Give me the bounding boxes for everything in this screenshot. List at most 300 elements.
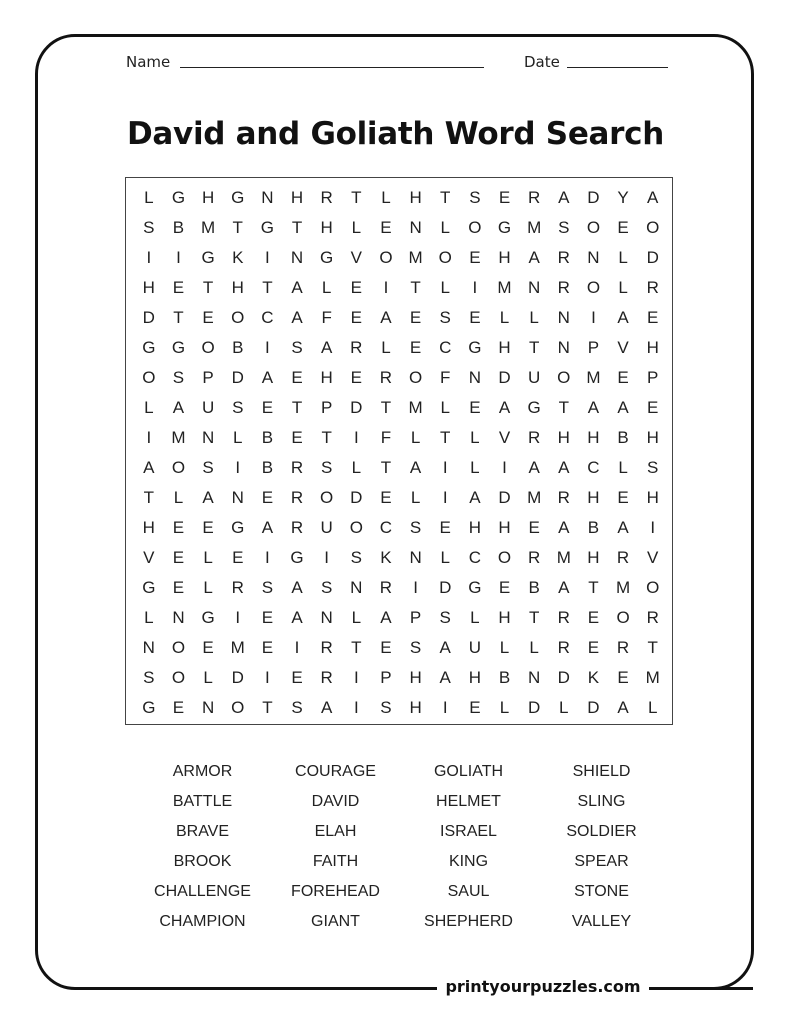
grid-letter[interactable]: E: [291, 368, 303, 387]
grid-letter[interactable]: C: [261, 308, 274, 327]
grid-letter[interactable]: H: [320, 368, 333, 387]
grid-letter[interactable]: R: [557, 248, 570, 267]
grid-letter[interactable]: E: [617, 488, 629, 507]
grid-letter[interactable]: D: [498, 368, 511, 387]
grid-letter[interactable]: L: [618, 248, 628, 267]
grid-letter[interactable]: U: [528, 368, 541, 387]
grid-letter[interactable]: L: [351, 458, 362, 477]
grid-letter[interactable]: I: [265, 548, 270, 567]
grid-letter[interactable]: S: [172, 368, 185, 387]
grid-letter[interactable]: H: [498, 248, 511, 267]
grid-letter[interactable]: L: [351, 608, 362, 627]
grid-letter[interactable]: A: [558, 578, 570, 597]
grid-letter[interactable]: N: [587, 248, 600, 267]
grid-letter[interactable]: I: [235, 608, 241, 627]
grid-letter[interactable]: E: [587, 638, 600, 657]
grid-letter[interactable]: N: [201, 428, 215, 447]
grid-letter[interactable]: P: [380, 668, 392, 687]
grid-letter[interactable]: G: [231, 188, 245, 207]
grid-letter[interactable]: H: [557, 428, 570, 447]
grid-letter[interactable]: A: [380, 308, 392, 327]
grid-letter[interactable]: H: [498, 608, 511, 627]
grid-letter[interactable]: G: [171, 188, 186, 207]
grid-letter[interactable]: V: [350, 248, 362, 267]
grid-letter[interactable]: O: [379, 248, 393, 267]
grid-letter[interactable]: E: [202, 638, 214, 657]
grid-letter[interactable]: E: [617, 668, 629, 687]
grid-letter[interactable]: A: [617, 518, 629, 537]
grid-letter[interactable]: E: [202, 308, 214, 327]
grid-letter[interactable]: H: [646, 488, 659, 507]
grid-letter[interactable]: S: [558, 218, 570, 237]
grid-letter[interactable]: L: [203, 668, 213, 687]
grid-letter[interactable]: H: [409, 668, 422, 687]
grid-letter[interactable]: M: [201, 218, 216, 237]
grid-letter[interactable]: T: [440, 428, 451, 447]
grid-letter[interactable]: U: [468, 638, 481, 657]
grid-letter[interactable]: E: [498, 188, 511, 207]
grid-letter[interactable]: A: [291, 278, 303, 297]
grid-letter[interactable]: T: [380, 458, 392, 477]
grid-letter[interactable]: P: [647, 368, 659, 387]
grid-letter[interactable]: E: [261, 488, 274, 507]
grid-letter[interactable]: O: [586, 218, 601, 237]
grid-letter[interactable]: G: [142, 578, 156, 597]
grid-letter[interactable]: E: [172, 578, 185, 597]
grid-letter[interactable]: N: [528, 668, 541, 687]
grid-letter[interactable]: G: [201, 608, 215, 627]
grid-letter[interactable]: L: [203, 548, 213, 567]
grid-letter[interactable]: H: [231, 278, 244, 297]
grid-letter[interactable]: O: [231, 308, 245, 327]
grid-letter[interactable]: M: [230, 638, 245, 657]
grid-letter[interactable]: C: [379, 518, 393, 537]
grid-letter[interactable]: L: [410, 488, 421, 507]
grid-letter[interactable]: D: [231, 668, 244, 687]
grid-letter[interactable]: H: [320, 218, 333, 237]
grid-letter[interactable]: B: [528, 578, 540, 597]
grid-letter[interactable]: R: [557, 638, 570, 657]
grid-letter[interactable]: R: [646, 278, 659, 297]
grid-letter[interactable]: N: [201, 698, 215, 717]
grid-letter[interactable]: E: [380, 638, 392, 657]
grid-letter[interactable]: A: [261, 518, 274, 537]
grid-letter[interactable]: D: [646, 248, 659, 267]
grid-letter[interactable]: E: [647, 308, 659, 327]
grid-letter[interactable]: A: [172, 398, 185, 417]
grid-letter[interactable]: A: [380, 608, 392, 627]
grid-letter[interactable]: M: [615, 578, 631, 597]
grid-letter[interactable]: E: [291, 428, 303, 447]
grid-letter[interactable]: A: [558, 188, 570, 207]
grid-letter[interactable]: S: [320, 458, 333, 477]
grid-letter[interactable]: S: [409, 638, 422, 657]
grid-letter[interactable]: L: [618, 458, 628, 477]
grid-letter[interactable]: H: [290, 188, 304, 207]
grid-letter[interactable]: D: [528, 698, 541, 717]
grid-letter[interactable]: A: [409, 458, 422, 477]
grid-letter[interactable]: T: [351, 188, 362, 207]
grid-letter[interactable]: E: [202, 518, 214, 537]
grid-letter[interactable]: R: [557, 488, 570, 507]
grid-letter[interactable]: K: [587, 668, 600, 687]
grid-letter[interactable]: L: [203, 578, 213, 597]
grid-letter[interactable]: H: [409, 188, 422, 207]
grid-letter[interactable]: S: [143, 668, 155, 687]
grid-letter[interactable]: L: [499, 638, 510, 657]
grid-letter[interactable]: V: [647, 548, 659, 567]
grid-letter[interactable]: P: [320, 398, 333, 417]
grid-letter[interactable]: A: [528, 458, 540, 477]
grid-letter[interactable]: I: [442, 488, 448, 507]
grid-letter[interactable]: O: [171, 638, 186, 657]
grid-letter[interactable]: T: [202, 278, 214, 297]
grid-letter[interactable]: M: [645, 668, 660, 687]
grid-letter[interactable]: H: [409, 698, 422, 717]
grid-letter[interactable]: R: [320, 188, 333, 207]
grid-letter[interactable]: G: [231, 518, 245, 537]
grid-letter[interactable]: N: [468, 368, 481, 387]
grid-letter[interactable]: D: [231, 368, 244, 387]
grid-letter[interactable]: H: [646, 428, 659, 447]
grid-letter[interactable]: T: [321, 428, 332, 447]
grid-letter[interactable]: E: [439, 518, 451, 537]
grid-letter[interactable]: O: [142, 368, 156, 387]
grid-letter[interactable]: N: [557, 338, 570, 357]
grid-letter[interactable]: G: [260, 218, 274, 237]
grid-letter[interactable]: R: [528, 428, 541, 447]
grid-letter[interactable]: G: [290, 548, 304, 567]
grid-letter[interactable]: E: [232, 548, 244, 567]
grid-letter[interactable]: E: [587, 608, 600, 627]
grid-letter[interactable]: I: [235, 458, 241, 477]
grid-letter[interactable]: B: [498, 668, 511, 687]
grid-letter[interactable]: S: [291, 338, 303, 357]
grid-letter[interactable]: O: [171, 458, 186, 477]
grid-letter[interactable]: H: [498, 518, 511, 537]
grid-letter[interactable]: L: [381, 188, 391, 207]
grid-letter[interactable]: R: [616, 638, 630, 657]
grid-letter[interactable]: A: [291, 578, 303, 597]
grid-letter[interactable]: L: [381, 338, 391, 357]
grid-letter[interactable]: I: [650, 518, 656, 537]
grid-letter[interactable]: I: [176, 248, 181, 267]
grid-letter[interactable]: O: [497, 548, 512, 567]
grid-letter[interactable]: R: [528, 548, 541, 567]
grid-letter[interactable]: M: [586, 368, 601, 387]
grid-letter[interactable]: E: [409, 308, 422, 327]
grid-letter[interactable]: H: [142, 518, 155, 537]
grid-letter[interactable]: E: [380, 218, 392, 237]
grid-letter[interactable]: R: [557, 608, 570, 627]
grid-letter[interactable]: R: [646, 608, 659, 627]
grid-letter[interactable]: E: [261, 638, 274, 657]
grid-letter[interactable]: L: [499, 698, 510, 717]
grid-letter[interactable]: S: [469, 188, 481, 207]
grid-letter[interactable]: M: [556, 548, 571, 567]
grid-letter[interactable]: M: [527, 488, 542, 507]
grid-letter[interactable]: O: [349, 518, 363, 537]
grid-letter[interactable]: A: [528, 248, 540, 267]
grid-letter[interactable]: A: [202, 488, 214, 507]
grid-letter[interactable]: B: [232, 338, 244, 357]
grid-letter[interactable]: P: [409, 608, 422, 627]
grid-letter[interactable]: U: [320, 518, 333, 537]
grid-letter[interactable]: N: [231, 488, 244, 507]
grid-letter[interactable]: L: [144, 608, 154, 627]
grid-letter[interactable]: I: [442, 458, 448, 477]
grid-letter[interactable]: D: [439, 578, 452, 597]
grid-letter[interactable]: T: [440, 188, 451, 207]
grid-letter[interactable]: R: [290, 488, 304, 507]
grid-letter[interactable]: S: [647, 458, 659, 477]
grid-letter[interactable]: G: [142, 338, 156, 357]
grid-letter[interactable]: G: [468, 338, 482, 357]
grid-letter[interactable]: O: [320, 488, 334, 507]
grid-letter[interactable]: A: [320, 338, 333, 357]
grid-letter[interactable]: O: [616, 608, 630, 627]
grid-letter[interactable]: M: [171, 428, 186, 447]
grid-letter[interactable]: L: [440, 218, 450, 237]
grid-letter[interactable]: A: [320, 698, 333, 717]
grid-letter[interactable]: T: [528, 338, 540, 357]
grid-letter[interactable]: C: [439, 338, 452, 357]
grid-letter[interactable]: A: [143, 458, 155, 477]
grid-letter[interactable]: E: [380, 488, 392, 507]
name-field[interactable]: [180, 67, 484, 68]
grid-letter[interactable]: Y: [617, 188, 629, 207]
grid-letter[interactable]: F: [440, 368, 451, 387]
grid-letter[interactable]: A: [617, 698, 629, 717]
grid-letter[interactable]: E: [469, 398, 481, 417]
grid-letter[interactable]: E: [261, 608, 274, 627]
grid-letter[interactable]: A: [558, 518, 570, 537]
grid-letter[interactable]: I: [146, 248, 152, 267]
grid-letter[interactable]: E: [617, 368, 629, 387]
grid-letter[interactable]: M: [408, 398, 423, 417]
grid-letter[interactable]: L: [233, 428, 243, 447]
grid-letter[interactable]: L: [618, 278, 628, 297]
grid-letter[interactable]: I: [502, 458, 507, 477]
grid-letter[interactable]: N: [290, 248, 304, 267]
grid-letter[interactable]: R: [231, 578, 244, 597]
grid-letter[interactable]: B: [172, 218, 185, 237]
grid-letter[interactable]: S: [439, 608, 451, 627]
grid-letter[interactable]: O: [586, 278, 601, 297]
grid-letter[interactable]: N: [557, 308, 570, 327]
grid-letter[interactable]: E: [469, 248, 481, 267]
grid-letter[interactable]: S: [409, 518, 422, 537]
grid-letter[interactable]: B: [261, 428, 274, 447]
grid-letter[interactable]: D: [557, 668, 570, 687]
grid-letter[interactable]: L: [470, 428, 480, 447]
grid-letter[interactable]: H: [587, 428, 600, 447]
grid-letter[interactable]: L: [529, 638, 539, 657]
grid-letter[interactable]: A: [469, 488, 481, 507]
grid-letter[interactable]: T: [291, 398, 303, 417]
grid-letter[interactable]: H: [587, 488, 600, 507]
grid-letter[interactable]: F: [321, 308, 332, 327]
grid-letter[interactable]: N: [409, 218, 422, 237]
grid-letter[interactable]: T: [588, 578, 599, 597]
grid-letter[interactable]: O: [231, 698, 245, 717]
grid-letter[interactable]: G: [142, 698, 156, 717]
grid-letter[interactable]: M: [408, 248, 423, 267]
grid-letter[interactable]: I: [265, 338, 270, 357]
grid-letter[interactable]: G: [171, 338, 186, 357]
date-field[interactable]: [567, 67, 668, 68]
grid-letter[interactable]: E: [528, 518, 540, 537]
grid-letter[interactable]: E: [498, 578, 511, 597]
grid-letter[interactable]: K: [380, 548, 392, 567]
grid-letter[interactable]: T: [232, 218, 243, 237]
grid-letter[interactable]: D: [587, 698, 600, 717]
grid-letter[interactable]: B: [261, 458, 274, 477]
grid-letter[interactable]: A: [617, 398, 629, 417]
grid-letter[interactable]: S: [350, 548, 362, 567]
grid-letter[interactable]: L: [647, 698, 658, 717]
grid-letter[interactable]: D: [142, 308, 155, 327]
grid-letter[interactable]: D: [587, 188, 600, 207]
grid-letter[interactable]: T: [558, 398, 569, 417]
grid-letter[interactable]: E: [172, 278, 185, 297]
grid-letter[interactable]: A: [291, 308, 303, 327]
grid-letter[interactable]: S: [320, 578, 333, 597]
grid-letter[interactable]: N: [142, 638, 155, 657]
grid-letter[interactable]: L: [499, 308, 510, 327]
grid-letter[interactable]: O: [557, 368, 571, 387]
grid-letter[interactable]: I: [294, 638, 300, 657]
grid-letter[interactable]: R: [320, 638, 333, 657]
grid-letter[interactable]: T: [380, 398, 392, 417]
grid-letter[interactable]: H: [468, 518, 481, 537]
grid-letter[interactable]: V: [143, 548, 155, 567]
grid-letter[interactable]: P: [202, 368, 214, 387]
grid-letter[interactable]: E: [350, 308, 362, 327]
grid-letter[interactable]: L: [470, 458, 480, 477]
grid-letter[interactable]: O: [201, 338, 215, 357]
grid-letter[interactable]: D: [350, 488, 363, 507]
grid-letter[interactable]: N: [409, 548, 422, 567]
grid-letter[interactable]: V: [498, 428, 511, 447]
grid-letter[interactable]: E: [172, 698, 185, 717]
grid-letter[interactable]: N: [172, 608, 185, 627]
grid-letter[interactable]: B: [617, 428, 629, 447]
grid-letter[interactable]: A: [498, 398, 511, 417]
grid-letter[interactable]: I: [265, 668, 270, 687]
grid-letter[interactable]: G: [497, 218, 512, 237]
grid-letter[interactable]: P: [587, 338, 600, 357]
grid-letter[interactable]: K: [232, 248, 244, 267]
grid-letter[interactable]: E: [409, 338, 422, 357]
grid-letter[interactable]: E: [261, 398, 274, 417]
grid-letter[interactable]: S: [439, 308, 451, 327]
grid-letter[interactable]: D: [350, 398, 363, 417]
grid-letter[interactable]: T: [351, 638, 362, 657]
grid-letter[interactable]: B: [587, 518, 600, 537]
grid-letter[interactable]: I: [146, 428, 152, 447]
grid-letter[interactable]: C: [587, 458, 600, 477]
grid-letter[interactable]: R: [290, 518, 304, 537]
grid-letter[interactable]: D: [498, 488, 511, 507]
grid-letter[interactable]: A: [617, 308, 629, 327]
grid-letter[interactable]: S: [261, 578, 274, 597]
grid-letter[interactable]: L: [351, 218, 362, 237]
grid-letter[interactable]: A: [439, 668, 451, 687]
grid-letter[interactable]: R: [320, 668, 333, 687]
grid-letter[interactable]: L: [470, 608, 480, 627]
grid-letter[interactable]: E: [350, 368, 362, 387]
grid-letter[interactable]: S: [232, 398, 244, 417]
grid-letter[interactable]: G: [527, 398, 541, 417]
grid-letter[interactable]: O: [646, 578, 660, 597]
grid-letter[interactable]: I: [353, 698, 359, 717]
grid-letter[interactable]: L: [529, 308, 539, 327]
grid-letter[interactable]: E: [291, 668, 303, 687]
grid-letter[interactable]: O: [468, 218, 482, 237]
grid-letter[interactable]: T: [528, 608, 540, 627]
grid-letter[interactable]: H: [468, 668, 481, 687]
grid-letter[interactable]: I: [591, 308, 596, 327]
grid-letter[interactable]: H: [201, 188, 215, 207]
grid-letter[interactable]: A: [558, 458, 570, 477]
grid-letter[interactable]: R: [528, 188, 541, 207]
grid-letter[interactable]: T: [262, 698, 273, 717]
grid-letter[interactable]: O: [438, 248, 452, 267]
grid-letter[interactable]: R: [290, 458, 304, 477]
grid-letter[interactable]: L: [144, 188, 154, 207]
grid-letter[interactable]: N: [320, 608, 333, 627]
grid-letter[interactable]: E: [647, 398, 659, 417]
grid-letter[interactable]: T: [291, 218, 303, 237]
grid-letter[interactable]: T: [173, 308, 184, 327]
grid-letter[interactable]: E: [350, 278, 362, 297]
grid-letter[interactable]: L: [410, 428, 421, 447]
grid-letter[interactable]: E: [617, 218, 629, 237]
grid-letter[interactable]: I: [353, 428, 359, 447]
grid-letter[interactable]: G: [201, 248, 215, 267]
grid-letter[interactable]: T: [143, 488, 155, 507]
grid-letter[interactable]: L: [440, 278, 450, 297]
grid-letter[interactable]: S: [291, 698, 303, 717]
grid-letter[interactable]: S: [202, 458, 214, 477]
grid-letter[interactable]: A: [647, 188, 659, 207]
grid-letter[interactable]: A: [261, 368, 274, 387]
grid-letter[interactable]: M: [497, 278, 512, 297]
grid-letter[interactable]: T: [262, 278, 273, 297]
grid-letter[interactable]: A: [587, 398, 600, 417]
grid-letter[interactable]: L: [440, 398, 450, 417]
grid-letter[interactable]: N: [528, 278, 541, 297]
grid-letter[interactable]: A: [291, 608, 303, 627]
grid-letter[interactable]: E: [469, 698, 481, 717]
grid-letter[interactable]: E: [172, 548, 185, 567]
grid-letter[interactable]: O: [646, 218, 660, 237]
grid-letter[interactable]: H: [498, 338, 511, 357]
grid-letter[interactable]: I: [353, 668, 359, 687]
grid-letter[interactable]: G: [320, 248, 334, 267]
grid-letter[interactable]: I: [413, 578, 418, 597]
grid-letter[interactable]: L: [144, 398, 154, 417]
grid-letter[interactable]: I: [383, 278, 389, 297]
grid-letter[interactable]: V: [617, 338, 629, 357]
grid-letter[interactable]: T: [647, 638, 658, 657]
grid-letter[interactable]: F: [380, 428, 392, 447]
grid-letter[interactable]: U: [201, 398, 215, 417]
grid-letter[interactable]: I: [442, 698, 448, 717]
grid-letter[interactable]: G: [468, 578, 482, 597]
grid-letter[interactable]: S: [143, 218, 155, 237]
